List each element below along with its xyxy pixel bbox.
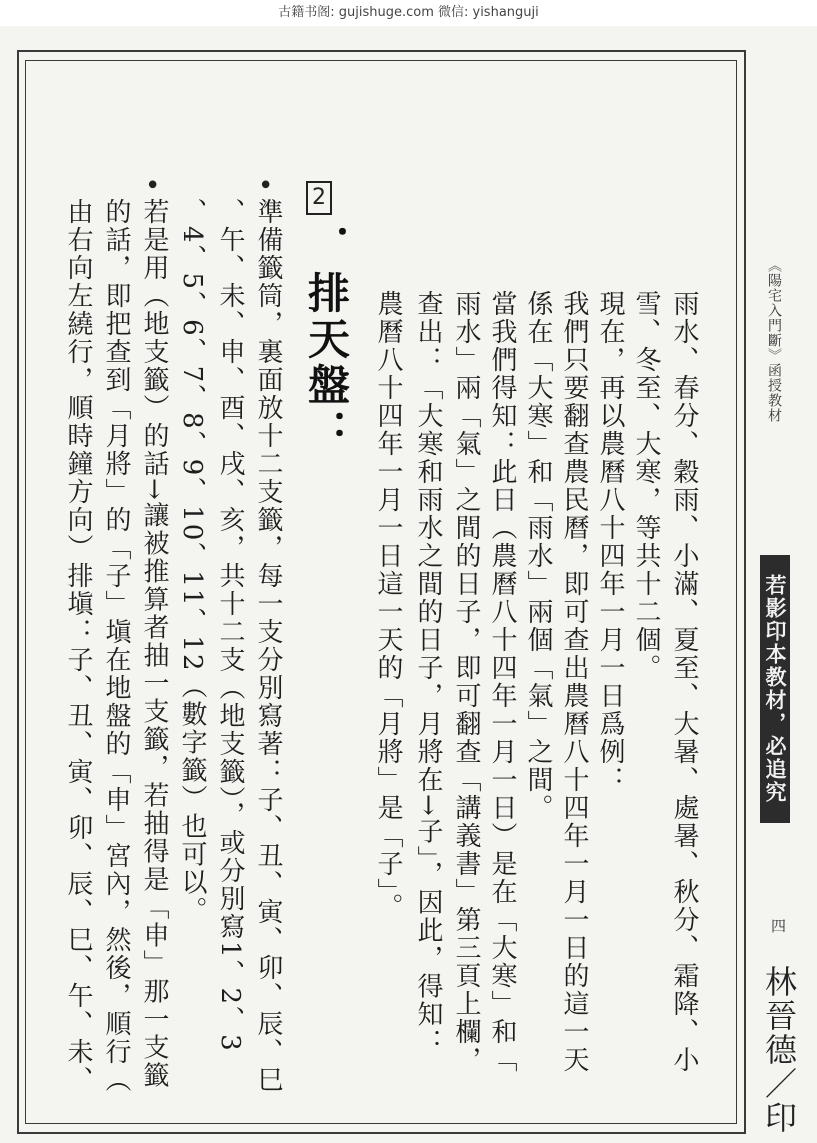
text-column-8: 查出：「大寒和雨水之間的日子，月將在→子」，因此，得知： (413, 290, 443, 1057)
text-column-13: 若是用（地支籤）的話→讓被推算者抽一支籤，若抽得是「申」那一支籤 (139, 198, 169, 1090)
text-column-4: 我們只要翻查農民曆，即可查出農曆八十四年一月一日的這一天 (559, 290, 589, 1074)
text-column-5: 係在「大寒」和「雨水」兩個「氣」之間。 (523, 290, 553, 822)
text-column-3: 現在，再以農曆八十四年一月一日爲例： (595, 290, 625, 794)
page-number: 四 (769, 918, 787, 933)
text-column-1: 雨水、春分、穀雨、小滿、夏至、大暑、處暑、秋分、霜降、小 (669, 290, 699, 1074)
text-column-2: 雪、冬至、大寒，等共十二個。 (631, 290, 661, 682)
section-title: ．排天盤： (302, 225, 351, 455)
text-column-15: 由右向左繞行，順時鐘方向）排塡：子、丑、寅、卯、辰、巳、午、未、 (63, 198, 93, 1094)
copyright-banner-text: 若影印本教材，必追究 (763, 574, 787, 804)
author-stamp: 林晉德／印 (760, 965, 798, 1135)
text-column-11: 、午、未、申、酉、戌、亥，共十二支（地支籤），或分別寫1、2、3 (215, 198, 245, 1053)
section-number: 2 (306, 181, 332, 215)
text-column-12: 、4、5、6、7、8、9、10、11、12（數字籤）也可以。 (177, 198, 207, 925)
watermark-text: 古籍书阁: gujishuge.com 微信: yishanguji (278, 5, 539, 20)
copyright-banner (760, 555, 790, 823)
series-title: 《陽宅入門斷》函授教材 (766, 258, 782, 423)
text-column-6: 當我們得知：此日（農曆八十四年一月一日）是在「大寒」和「 (487, 290, 517, 1074)
text-column-10: 準備籤筒，裏面放十二支籤，每一支分別寫著：子、丑、寅、卯、辰、巳 (253, 198, 283, 1094)
text-column-9: 農曆八十四年一月一日這一天的「月將」是「子」。 (373, 290, 403, 921)
text-column-14: 的話，即把查到「月將」的「子」塡在地盤的「申」宮內，然後，順行（ (101, 198, 131, 1094)
bullet-marker: • (258, 171, 274, 201)
watermark-bar (0, 0, 817, 26)
text-column-7: 雨水」兩「氣」之間的日子，即可翻查「講義書」第三頁上欄， (451, 290, 481, 1074)
bullet-marker: • (145, 171, 161, 201)
